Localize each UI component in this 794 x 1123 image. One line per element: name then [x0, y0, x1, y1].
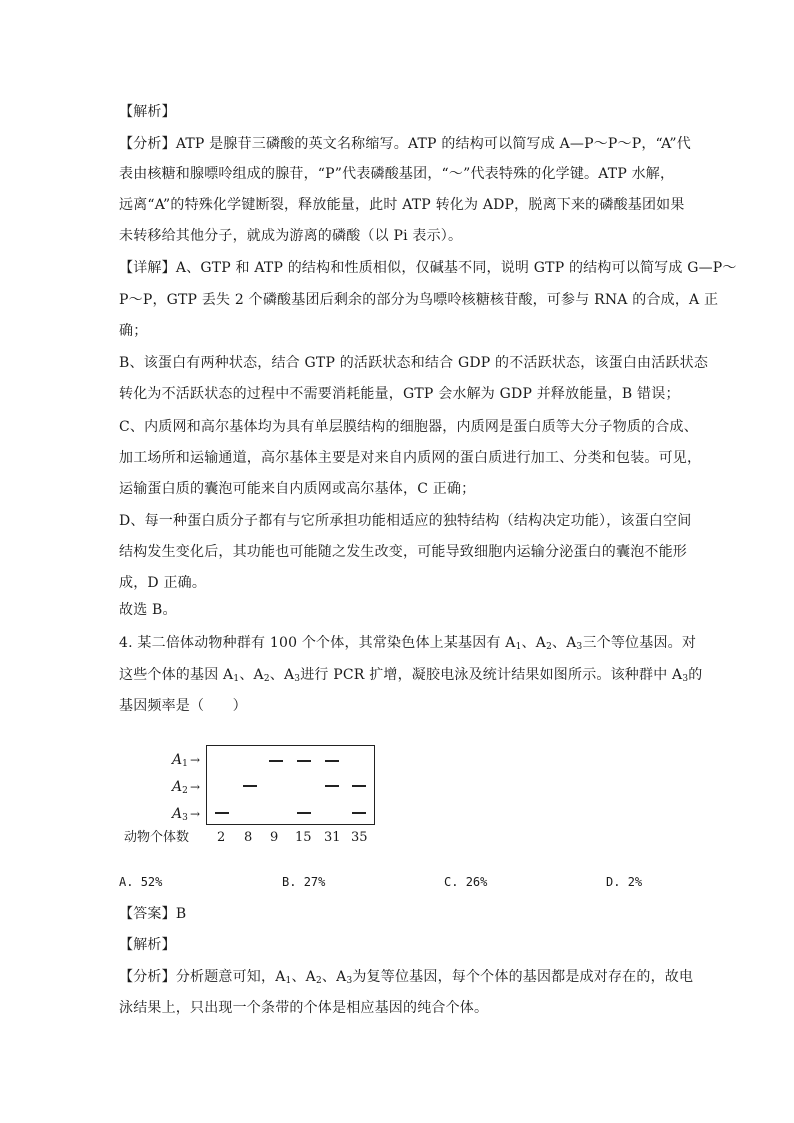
text-run: 的	[688, 667, 703, 683]
text-run: 进行 PCR 扩增，凝胶电泳及统计结果如图所示。该种群中 A	[300, 667, 683, 683]
arrow-icon: →	[190, 753, 201, 767]
gel-band	[297, 760, 311, 762]
analysis-paragraph-line: 远离“A”的特殊化学键断裂，释放能量，此时 ATP 转化为 ADP，脱离下来的磷酸基团如果	[119, 197, 685, 213]
detail-paragraph-line: C、内质网和高尔基体均为具有单层膜结构的细胞器，内质网是蛋白质等大分子物质的合成、	[119, 419, 698, 435]
detail-paragraph-line: D、每一种蛋白质分子都有与它所承担功能相适应的独特结构（结构决定功能），该蛋白空间	[119, 513, 692, 529]
x-axis-label: 动物个体数	[124, 830, 190, 845]
detail-paragraph-line: 成，D 正确。	[119, 575, 207, 591]
arrow-icon: →	[190, 807, 201, 821]
analysis-header: 【解析】	[119, 937, 176, 953]
text-run: 、A	[269, 667, 295, 683]
text-run: 、A	[521, 635, 547, 651]
subscript: 2	[263, 674, 270, 684]
detail-paragraph-line: 确；	[119, 323, 148, 339]
text-run: ATP 是腺苷三磷酸的英文名称缩写。ATP 的结构可以简写成 A—P～P～P，“A”代	[175, 136, 691, 152]
text-run: A、GTP 和 ATP 的结构和性质相似，仅碱基不同，说明 GTP 的结构可以简写成 G—P～	[175, 260, 737, 276]
text-run: 、A	[239, 667, 264, 683]
allele-label-a2: $A_2$	[172, 779, 188, 796]
text-run: 、A	[552, 635, 577, 651]
question-number: 4.	[119, 635, 133, 651]
choice-c[interactable]: C. 26%	[444, 875, 488, 889]
lane-label: 15	[295, 830, 312, 845]
subscript: 3	[294, 674, 301, 684]
lane-label: 31	[324, 830, 341, 845]
detail-label: 【详解】	[119, 260, 176, 276]
detail-paragraph-line: 加工场所和运输通道，高尔基体主要是对来自内质网的蛋白质进行加工、分类和包装。可见，	[119, 450, 702, 466]
detail-paragraph-line: P～P，GTP 丢失 2 个磷酸基团后剩余的部分为鸟嘌呤核糖核苷酸，可参与 RNA 的合成，A 正	[119, 292, 719, 308]
gel-band	[269, 760, 283, 762]
gel-band	[352, 785, 366, 787]
analysis-label: 【分析】	[119, 969, 176, 985]
analysis-paragraph-line: 表由核糖和腺嘌呤组成的腺苷，“P”代表磷酸基团，“～”代表特殊的化学键。ATP 水解，	[119, 166, 675, 182]
analysis-paragraph-line: 【分析】分析题意可知，$A_1$、$A_2$、$A_3$为复等位基因，每个个体的基因都是成对存在的，故电	[119, 969, 694, 986]
gel-band	[325, 785, 339, 787]
allele-label-a3: $A_3$	[172, 806, 188, 823]
detail-paragraph-line: B、该蛋白有两种状态，结合 GTP 的活跃状态和结合 GDP 的不活跃状态，该蛋白由活跃状态	[119, 355, 709, 371]
answer-value: B	[175, 906, 187, 922]
answer-label: 【答案】	[119, 906, 176, 922]
gel-band	[352, 812, 366, 814]
analysis-label: 【分析】	[119, 136, 176, 152]
answer-line	[119, 904, 679, 924]
gel-band	[325, 760, 339, 762]
gel-band	[243, 785, 257, 787]
subscript: 2	[546, 642, 552, 652]
question-line	[119, 633, 697, 653]
detail-paragraph-line	[119, 258, 737, 278]
lane-label: 8	[244, 830, 253, 845]
choice-d[interactable]: D. 2%	[606, 875, 643, 889]
analysis-paragraph-line: 泳结果上，只出现一个条带的个体是相应基因的纯合个体。	[119, 1000, 489, 1016]
arrow-icon: →	[190, 780, 201, 794]
detail-paragraph-line: 结构发生变化后，其功能也可能随之发生改变，可能导致细胞内运输分泌蛋白的囊泡不能形	[119, 544, 687, 560]
subscript: 3	[576, 642, 583, 652]
subscript: 1	[515, 642, 522, 652]
text-run: 某二倍体动物种群有 100 个个体，其常染色体上某基因有 A	[137, 635, 516, 651]
choice-a[interactable]: A. 52%	[119, 875, 163, 889]
analysis-paragraph-line	[119, 134, 691, 154]
gel-box	[206, 745, 375, 825]
detail-paragraph-line: 运输蛋白质的囊泡可能来自内质网或高尔基体，C 正确；	[119, 481, 476, 497]
subscript: 1	[233, 674, 240, 684]
analysis-header: 【解析】	[119, 104, 176, 120]
text-run: 这些个体的基因 A	[119, 667, 234, 683]
subscript: 3	[682, 674, 689, 684]
question-line: 基因频率是（ ）	[119, 698, 247, 714]
lane-label: 2	[217, 830, 226, 845]
choice-b[interactable]: B. 27%	[282, 875, 326, 889]
detail-paragraph-line: 转化为不活跃状态的过程中不需要消耗能量，GTP 会水解为 GDP 并释放能量，B 错误；	[119, 386, 680, 402]
analysis-paragraph-line: 未转移给其他分子，就成为游离的磷酸（以 Pi 表示）。	[119, 228, 463, 244]
lane-label: 9	[270, 830, 279, 845]
gel-band	[297, 812, 311, 814]
text-run: 三个等位基因。对	[582, 635, 697, 651]
lane-label: 35	[351, 830, 368, 845]
conclusion-text: 故选 B。	[119, 602, 177, 618]
gel-band	[215, 812, 229, 814]
allele-label-a1: $A_1$	[172, 752, 188, 769]
question-line	[119, 665, 703, 685]
